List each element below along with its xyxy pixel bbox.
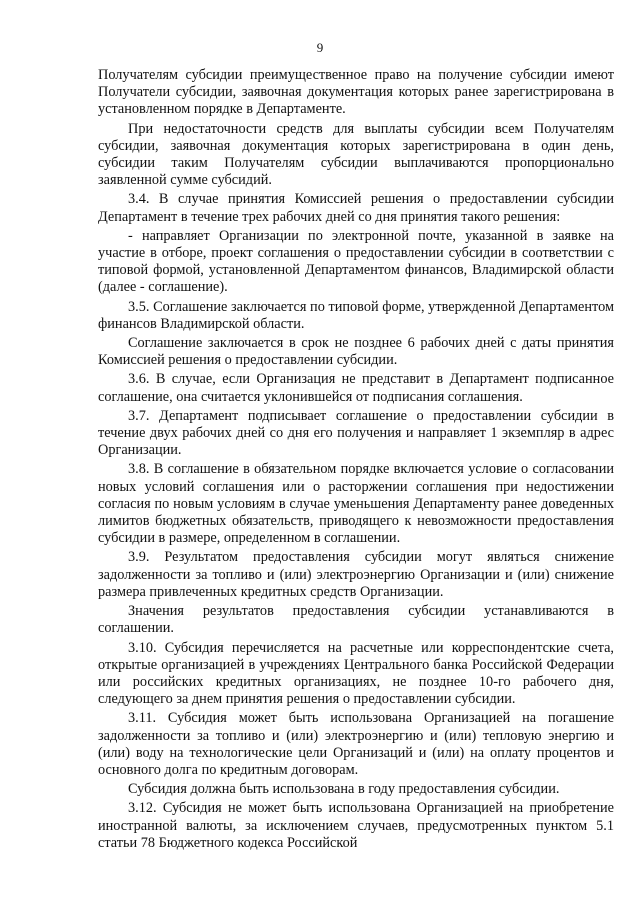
paragraph-3-12: 3.12. Субсидия не может быть использована Организацией на приобретение иностранной валюты, за исключением случаев, предусмотренных пунктом 5.1 статьи 78 Бюджетного кодекса Российской — [98, 800, 614, 851]
paragraph-3-10: 3.10. Субсидия перечисляется на расчетные или корреспондентские счета, открытые организацией в учреждениях Центрального банка Российской Федерации или российских кредитных организациях, не позднее 10-го рабочего дня, следующего за днем принятия решения о предоставлении субсидии. — [98, 639, 614, 708]
paragraph: При недостаточности средств для выплаты субсидии всем Получателям субсидии, заявочная документация которых зарегистрирована в один день, субсидии таким Получателям субсидии выплачиваются пропорционально заявленной сумме субсидий. — [98, 120, 614, 189]
paragraph-3-8: 3.8. В соглашение в обязательном порядке включается условие о согласовании новых условий соглашения или о расторжении соглашения при недостижении согласия по новым условиям в случае уменьшения Департаменту ранее доведенных лимитов бюджетных обязательств, приводящего к невозможности предоставления субсидии в размере, определенном в соглашении. — [98, 461, 614, 547]
paragraph-3-7: 3.7. Департамент подписывает соглашение о предоставлении субсидии в течение двух рабочих дней со дня его получения и направляет 1 экземпляр в адрес Организации. — [98, 407, 614, 459]
paragraph-3-4: 3.4. В случае принятия Комиссией решения о предоставлении субсидии Департамент в течение трех рабочих дней со дня принятия такого решения: — [98, 191, 614, 225]
document-body — [98, 67, 614, 852]
paragraph: - направляет Организации по электронной почте, указанной в заявке на участие в отборе, проект соглашения о предоставлении субсидии в соответствии с типовой формой, установленной Департаментом финансов, Владимирской области (далее - соглашение). — [98, 227, 614, 296]
paragraph-3-6: 3.6. В случае, если Организация не представит в Департамент подписанное соглашение, она считается уклонившейся от подписания соглашения. — [98, 371, 614, 405]
paragraph: Значения результатов предоставления субсидии устанавливаются в соглашении. — [98, 603, 614, 637]
paragraph-3-9: 3.9. Результатом предоставления субсидии могут являться снижение задолженности за топливо и (или) электроэнергию Организации и (или) снижение размера привлеченных кредитных средств Организации. — [98, 549, 614, 600]
page-number: 9 — [316, 40, 324, 55]
paragraph-3-11: 3.11. Субсидия может быть использована Организацией на погашение задолженности за топливо и (или) электроэнергию и (или) тепловую энергию и (или) воду на технологические цели Организаций и (или) на оплату процентов и основного долга по кредитным договорам. — [98, 710, 614, 778]
paragraph: Соглашение заключается в срок не позднее 6 рабочих дней с даты принятия Комиссией решения о предоставлении субсидии. — [98, 335, 614, 369]
paragraph: Субсидия должна быть использована в году предоставления субсидии. — [128, 781, 560, 798]
paragraph: Получателям субсидии преимущественное право на получение субсидии имеют Получатели субсидии, заявочная документация которых ранее зарегистрирована в установленном порядке в Департаменте. — [98, 67, 614, 118]
paragraph-3-5: 3.5. Соглашение заключается по типовой форме, утвержденной Департаментом финансов Владимирской области. — [98, 298, 614, 332]
